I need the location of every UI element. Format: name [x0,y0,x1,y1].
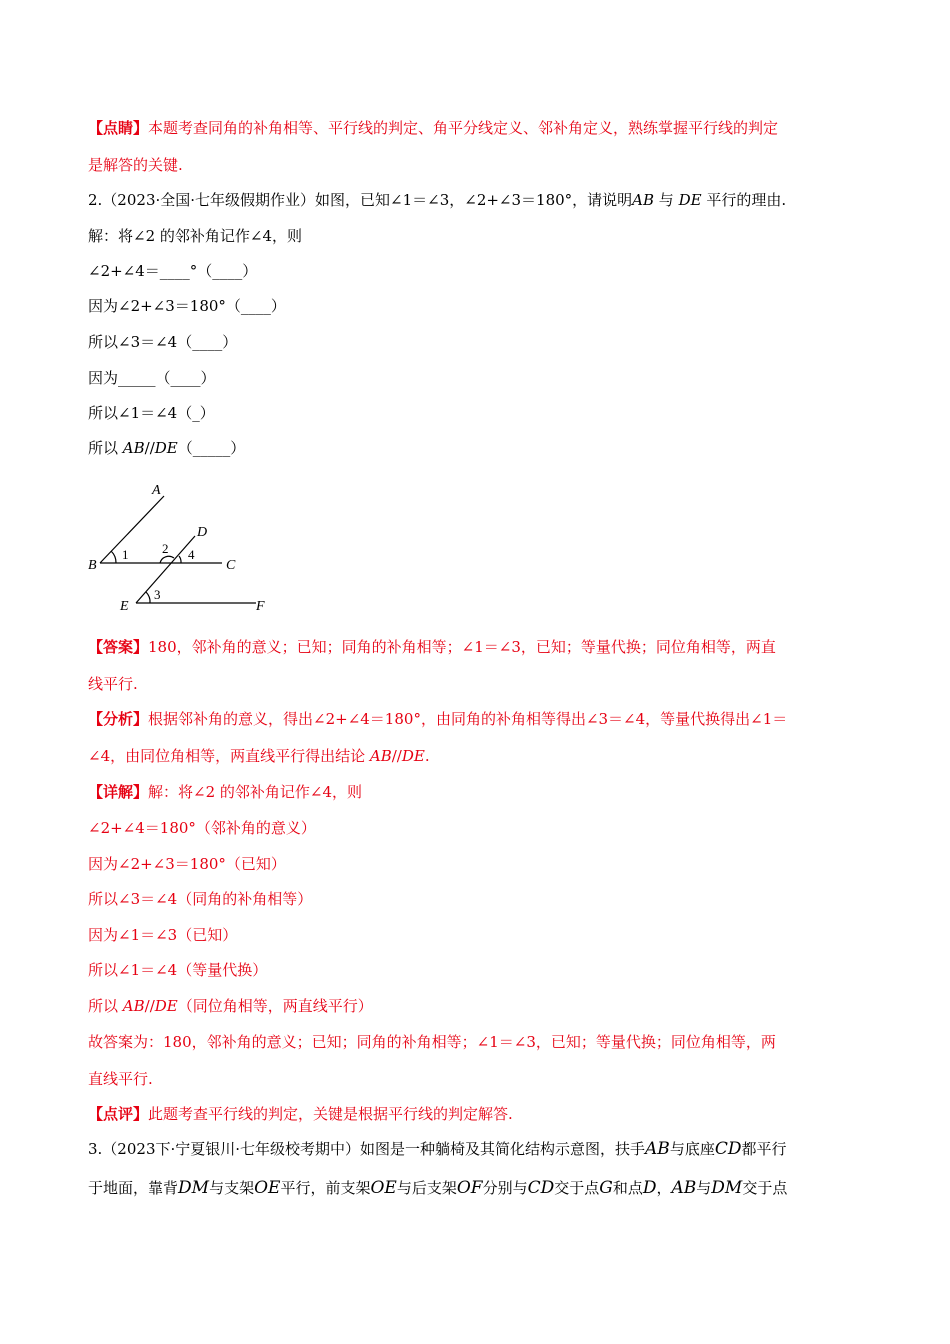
question-3-line-1 [88,1139,868,1159]
q2-step-6 [88,438,868,458]
detail-parallel: // [144,997,155,1015]
q2-ab: AB [632,191,655,209]
q3-text-l: 与 [696,1179,712,1197]
analysis-text-1: 根据邻补角的意义，得出∠2+∠4＝180°，由同角的补角相等得出∠3＝∠4，等量代换得出∠1＝ [148,710,788,728]
label-b: B [88,558,97,573]
q3-d: D [642,1178,657,1198]
q3-oe: OE [254,1178,281,1198]
q3-ab-2: AB [671,1178,697,1198]
dianjing-text-1: 本题考查同角的补角相等、平行线的判定、角平分线定义、邻补角定义，熟练掌握平行线的判定 [148,119,779,137]
q3-oe-2: OE [370,1178,397,1198]
detail-line-5: 因为∠1＝∠3（已知） [88,926,238,944]
label-d: D [197,525,208,540]
detail-de: DE [154,997,178,1015]
detail-l7-prefix: 所以 [88,997,123,1015]
q3-text-e: 与支架 [209,1179,255,1197]
q3-text-j: 和点 [612,1179,643,1197]
angle-3-arc [146,592,150,603]
detail-line-6: 所以∠1＝∠4（等量代换） [88,961,268,979]
label-angle-1: 1 [122,547,129,562]
detail-l7-reason: （同位角相等，两直线平行） [177,997,373,1015]
q2-mid: 与 [654,191,679,209]
analysis-de: DE [401,747,425,765]
q3-text-i: 交于点 [554,1179,600,1197]
detail-line-2: ∠2+∠4＝180°（邻补角的意义） [88,819,316,837]
detail-tag: 【详解】 [88,783,149,801]
answer-text-1: 180，邻补角的意义；已知；同角的补角相等；∠1＝∠3，已知；等量代换；同位角相等，两直 [148,638,776,656]
q3-ab: AB [645,1139,670,1159]
q2-s6-de: DE [154,439,178,457]
dianping-tag: 【点评】 [88,1105,149,1123]
q2-s6-parallel: // [144,439,155,457]
q2-step-2: 因为∠2+∠3＝180°（____） [88,297,286,315]
q2-s6-ab: AB [122,439,145,457]
analysis-ab: AB [369,747,392,765]
analysis-text-2: ∠4，由同位角相等，两直线平行得出结论 [88,747,370,765]
q3-g: G [599,1178,613,1198]
q3-of: OF [456,1178,483,1198]
q2-prefix: 2.（2023·全国·七年级假期作业）如图，已知∠1＝∠3，∠2+∠3＝180°，请说明 [88,191,633,209]
answer-line-2: 线平行. [88,675,138,693]
q2-s6-blank: （_____） [177,439,246,457]
q2-step-1: ∠2+∠4＝____°（____） [88,262,258,280]
detail-line-8: 故答案为：180，邻补角的意义；已知；同角的补角相等；∠1＝∠3，已知；等量代换；同位角相等，两 [88,1033,776,1051]
answer-line-1 [88,637,868,657]
q2-step-4: 因为_____（____） [88,369,216,387]
q2-solution-intro: 解：将∠2 的邻补角记作∠4，则 [88,227,302,245]
q2-step-5: 所以∠1＝∠4（_） [88,404,215,422]
q3-text-a: 3.（2023下·宁夏银川·七年级校考期中）如图是一种躺椅及其简化结构示意图，扶手 [88,1140,646,1158]
line-ba [100,496,164,563]
q3-text-h: 分别与 [482,1179,528,1197]
q2-step-3: 所以∠3＝∠4（____） [88,333,238,351]
dianping-line [88,1104,868,1124]
q3-text-f: 平行，前支架 [280,1179,371,1197]
dianjing-line-1 [88,118,868,138]
q3-dm-2: DM [711,1178,743,1198]
detail-text-1: 解：将∠2 的邻补角记作∠4，则 [148,783,363,801]
answer-tag: 【答案】 [88,638,149,656]
parallel-lines-figure [84,476,284,616]
label-a: A [152,483,161,498]
q2-suffix: 平行的理由. [701,191,787,209]
analysis-parallel: // [391,747,402,765]
detail-line-4: 所以∠3＝∠4（同角的补角相等） [88,890,313,908]
label-c: C [226,558,236,573]
q3-cd-2: CD [527,1178,555,1198]
q2-s6-prefix: 所以 [88,439,123,457]
detail-line-7 [88,996,868,1016]
dianjing-line-2: 是解答的关键. [88,156,183,174]
q3-text-g: 与后支架 [396,1179,457,1197]
q2-de: DE [678,191,702,209]
analysis-line-1 [88,709,868,729]
question-2-stem [88,190,868,210]
angle-4-arc [179,556,181,563]
analysis-period: . [424,747,430,765]
q3-cd: CD [714,1139,742,1159]
angle-1-arc [111,551,116,563]
detail-line-1 [88,782,868,802]
detail-line-3: 因为∠2+∠3＝180°（已知） [88,855,286,873]
dianping-text: 此题考查平行线的判定，关键是根据平行线的判定解答. [148,1105,513,1123]
label-e: E [120,599,129,614]
q3-text-m: 交于点 [742,1179,788,1197]
dianjing-tag: 【点睛】 [88,119,149,137]
q3-text-c: 都平行 [741,1140,787,1158]
analysis-line-2 [88,746,868,766]
label-f: F [256,599,265,614]
q3-dm: DM [178,1178,210,1198]
analysis-tag: 【分析】 [88,710,149,728]
q3-text-k: ， [656,1179,672,1197]
label-angle-4: 4 [188,547,195,562]
question-3-line-2 [88,1178,868,1198]
label-angle-2: 2 [162,541,169,556]
label-angle-3: 3 [154,587,161,602]
q3-text-b: 与底座 [669,1140,715,1158]
detail-line-9: 直线平行. [88,1070,153,1088]
q3-text-d: 于地面，靠背 [88,1179,179,1197]
detail-ab: AB [122,997,145,1015]
